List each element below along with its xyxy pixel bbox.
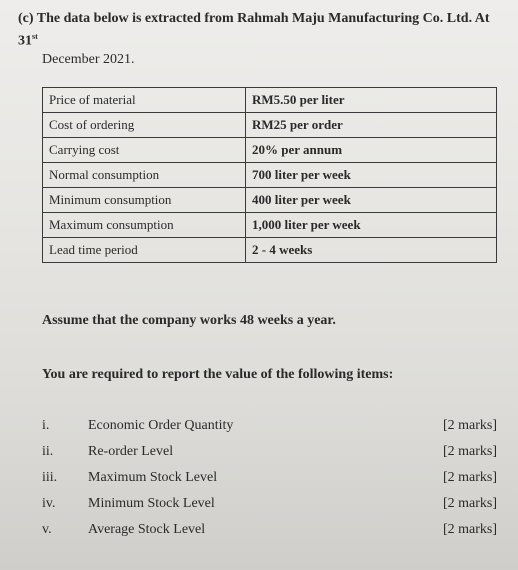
table-row: [43, 138, 497, 163]
table-cell-label: Cost of ordering: [43, 113, 246, 138]
item-text: Re-order Level: [88, 444, 174, 459]
table-cell-value: 700 liter per week: [246, 163, 497, 188]
table-row: [43, 88, 497, 113]
table-cell-value: 2 - 4 weeks: [246, 238, 497, 263]
item-number: v.: [42, 522, 52, 537]
table-cell-label: Maximum consumption: [43, 213, 246, 238]
list-item: [42, 470, 497, 490]
item-text: Average Stock Level: [88, 522, 206, 537]
table-cell-value: RM25 per order: [246, 113, 497, 138]
item-marks: [2 marks]: [442, 418, 497, 433]
item-marks: [2 marks]: [442, 522, 497, 537]
item-text: Maximum Stock Level: [88, 470, 218, 485]
requirement-heading: You are required to report the value of the following items:: [42, 367, 394, 382]
table-cell-value: 20% per annum: [246, 138, 497, 163]
data-table: [42, 87, 497, 263]
intro-superscript: st: [32, 32, 38, 41]
item-text: Economic Order Quantity: [88, 418, 234, 433]
table-row: [43, 188, 497, 213]
table-cell-label: Lead time period: [43, 238, 246, 263]
item-text: Minimum Stock Level: [88, 496, 215, 511]
table-cell-label: Minimum consumption: [43, 188, 246, 213]
intro-text: (c) The data below is extracted from Rahmah Maju Manufacturing Co. Ltd. At 31: [18, 11, 490, 49]
assumption-text: Assume that the company works 48 weeks a year.: [42, 313, 336, 328]
item-number: i.: [42, 418, 50, 433]
item-number: iii.: [42, 470, 58, 485]
item-marks: [2 marks]: [442, 496, 497, 511]
item-marks: [2 marks]: [442, 470, 497, 485]
item-number: ii.: [42, 444, 54, 459]
table-cell-value: RM5.50 per liter: [246, 88, 497, 113]
table-row: [43, 238, 497, 263]
table-cell-label: Carrying cost: [43, 138, 246, 163]
item-number: iv.: [42, 496, 56, 511]
table-row: [43, 163, 497, 188]
table-cell-value: 400 liter per week: [246, 188, 497, 213]
table-row: [43, 113, 497, 138]
list-item: [42, 496, 497, 516]
table-cell-value: 1,000 liter per week: [246, 213, 497, 238]
question-intro: [18, 10, 508, 51]
table-cell-label: Normal consumption: [43, 163, 246, 188]
table-row: [43, 213, 497, 238]
intro-date: December 2021.: [42, 52, 135, 67]
list-item: [42, 522, 497, 542]
table-cell-label: Price of material: [43, 88, 246, 113]
list-item: [42, 418, 497, 438]
list-item: [42, 444, 497, 464]
item-marks: [2 marks]: [442, 444, 497, 459]
